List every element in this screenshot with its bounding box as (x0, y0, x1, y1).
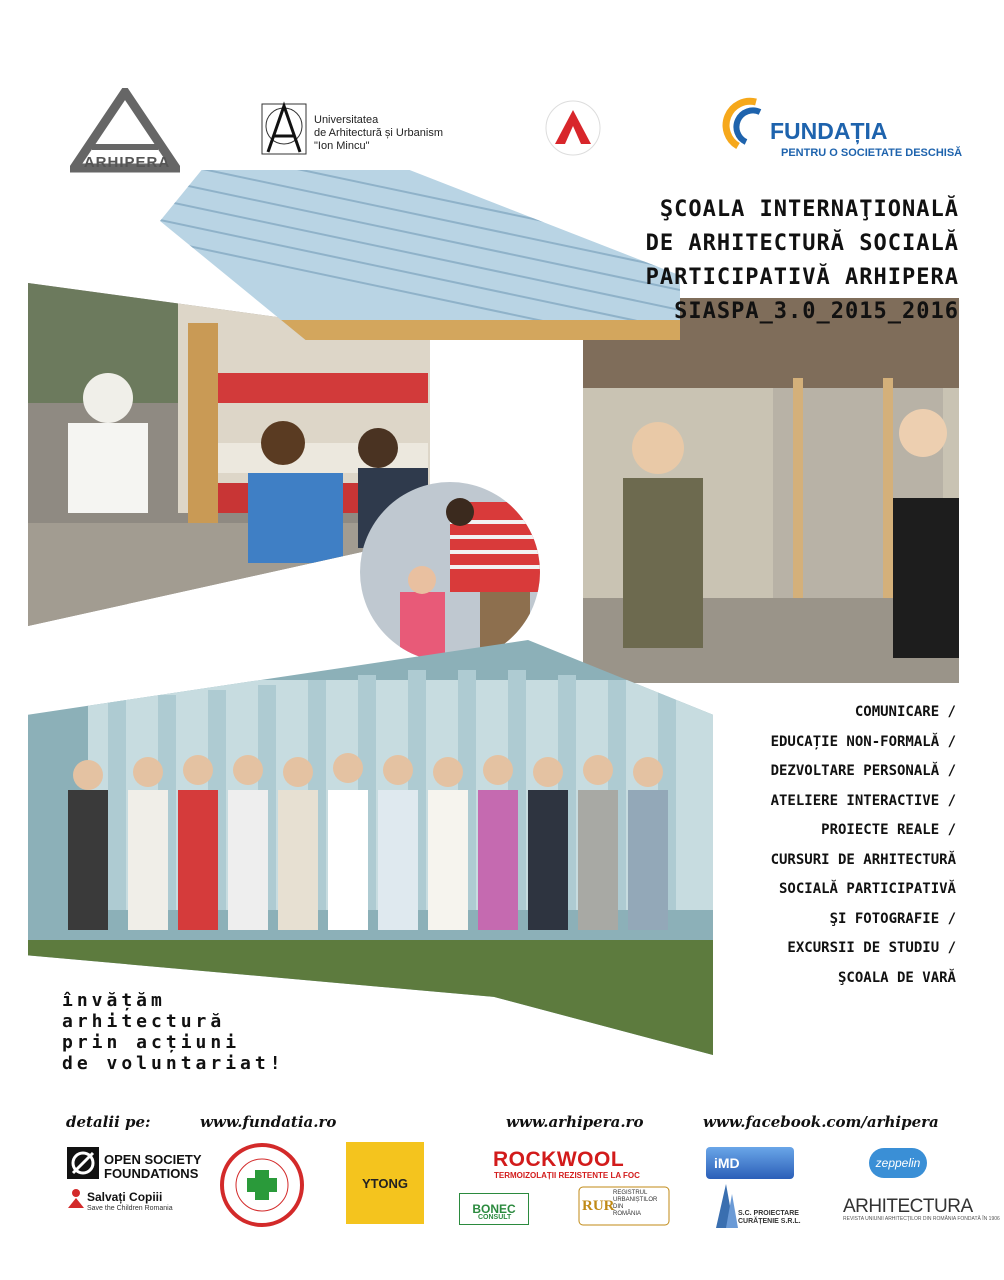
school-title (646, 193, 959, 329)
photo-women-structure (583, 298, 959, 683)
slogan (62, 990, 285, 1074)
curatenie-text (738, 1210, 801, 1226)
zeppelin-logo: zeppelin (869, 1148, 927, 1178)
rur-name: RUR (582, 1198, 615, 1214)
topic-item: ATELIERE INTERACTIVE / (770, 792, 956, 809)
photo-circle-girls (360, 482, 540, 662)
arhitectura-magazine-sub: REVISTA UNIUNII ARHITECȚILOR DIN ROMÂNIA FONDATĂ ÎN 1906 (843, 1216, 1000, 1222)
fundatia-name: FUNDAȚIA (770, 118, 888, 144)
link-arhipera[interactable]: www.arhipera.ro (506, 1113, 644, 1131)
curatenie-line1: S.C. PROIECTARE (738, 1210, 799, 1217)
topic-item: ŞI FOTOGRAFIE / (829, 910, 956, 927)
rur-sub (613, 1190, 657, 1218)
title-line-4: SIASPA_3.0_2015_2016 (674, 299, 959, 324)
topic-item: ŞCOALA DE VARĂ (837, 969, 956, 986)
slogan-line-4: de voluntariat! (62, 1053, 285, 1074)
uaui-logo-mark (258, 100, 310, 158)
osf-logo-text (104, 1153, 202, 1181)
topic-item: PROIECTE REALE / (821, 822, 956, 838)
salvati-copiii-name: Salvați Copiii (87, 1190, 163, 1204)
red-triangle-logo (545, 100, 601, 156)
bonec-sub: CONSULT (478, 1214, 512, 1221)
salvati-copiii-sub: Save the Children Romania (87, 1205, 173, 1212)
title-line-3: PARTICIPATIVĂ ARHIPERA (645, 265, 959, 290)
osf-logo-mark (66, 1146, 100, 1180)
rur-sub-2: URBANIȘTILOR (613, 1197, 658, 1203)
topics-list (771, 698, 956, 993)
arhitectura-magazine-logo: ARHITECTURA (843, 1196, 973, 1217)
link-facebook[interactable]: www.facebook.com/arhipera (703, 1113, 939, 1131)
osf-line1: OPEN SOCIETY (104, 1152, 202, 1167)
fundatia-logo-mark (716, 96, 766, 152)
title-line-1: ŞCOALA INTERNAŢIONALĂ (659, 197, 959, 222)
osf-line2: FOUNDATIONS (104, 1166, 199, 1181)
topic-item: EXCURSII DE STUDIU / (787, 940, 956, 956)
slogan-line-2: arhitectură (62, 1011, 226, 1032)
salvati-copiii-icon (66, 1188, 86, 1210)
rur-sub-3: DIN (613, 1204, 624, 1210)
ytong-logo: YTONG (346, 1142, 424, 1224)
arhipera-logo-text: ARHIPERA (83, 154, 171, 171)
uaui-line1: Universitatea (314, 114, 379, 126)
link-fundatia[interactable]: www.fundatia.ro (200, 1113, 337, 1131)
curatenie-line2: CURĂȚENIE S.R.L. (738, 1218, 801, 1225)
details-label: detalii pe: (66, 1113, 151, 1131)
uaui-line2: de Arhitectură și Urbanism (314, 127, 443, 139)
slogan-line-1: învățăm (62, 990, 166, 1011)
topic-item: COMUNICARE / (854, 704, 956, 720)
rockwool-sub: TERMOIZOLAȚII REZISTENTE LA FOC (494, 1171, 640, 1180)
blythswood-care-logo (219, 1142, 305, 1228)
uaui-logo-text (314, 114, 454, 153)
fundatia-subtitle: PENTRU O SOCIETATE DESCHISĂ (781, 147, 963, 159)
bonec-name: BONEC (472, 1202, 516, 1216)
topic-item: EDUCAȚIE NON-FORMALĂ / (770, 733, 956, 750)
imd-logo: iMD (706, 1147, 794, 1179)
uaui-line3: "Ion Mincu" (314, 140, 370, 152)
topic-item: DEZVOLTARE PERSONALĂ / (770, 763, 956, 779)
rockwool-logo: ROCKWOOL (493, 1148, 625, 1171)
title-line-2: DE ARHITECTURĂ SOCIALĂ (645, 231, 959, 256)
rur-sub-4: ROMÂNIA (613, 1211, 642, 1217)
topic-item: CURSURI DE ARHITECTURĂ (770, 851, 956, 868)
rur-sub-1: REGISTRUL (613, 1190, 648, 1196)
slogan-line-3: prin acțiuni (62, 1032, 241, 1053)
topic-item: SOCIALĂ PARTICIPATIVĂ (778, 881, 956, 897)
